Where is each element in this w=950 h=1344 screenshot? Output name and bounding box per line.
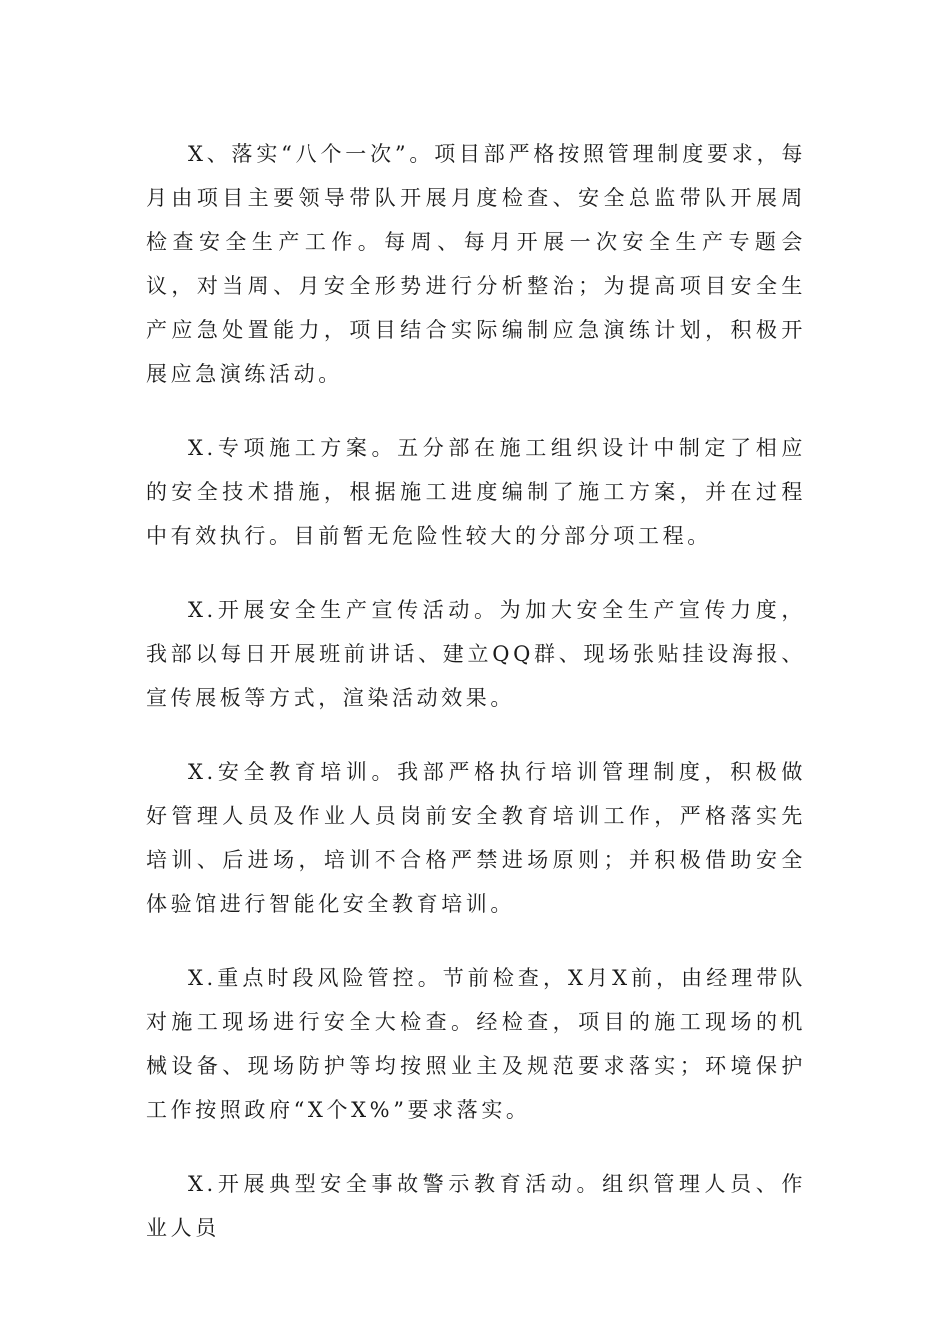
paragraph-risk-control: X.重点时段风险管控。节前检查，X月X前，由经理带队对施工现场进行安全大检查。经检查，项目的施工现场的机械设备、现场防护等均按照业主及规范要求落实；环境保护工作按照政府“X个X%”要求落实。 [146,966,806,1122]
paragraph-safety-publicity: X.开展安全生产宣传活动。为加大安全生产宣传力度，我部以每日开展班前讲话、建立QQ群、现场张贴挂设海报、宣传展板等方式，渲染活动效果。 [146,598,806,710]
paragraph-accident-warning: X.开展典型安全事故警示教育活动。组织管理人员、作业人员 [146,1172,806,1240]
document-body [146,132,806,1280]
paragraph-safety-training: X.安全教育培训。我部严格执行培训管理制度，积极做好管理人员及作业人员岗前安全教育培训工作，严格落实先培训、后进场，培训不合格严禁进场原则；并积极借助安全体验馆进行智能化安全教育培训。 [146,760,806,916]
paragraph-special-construction-plan: X.专项施工方案。五分部在施工组织设计中制定了相应的安全技术措施，根据施工进度编制了施工方案，并在过程中有效执行。目前暂无危险性较大的分部分项工程。 [146,436,806,548]
paragraph-eight-onces: X、落实“八个一次”。项目部严格按照管理制度要求，每月由项目主要领导带队开展月度检查、安全总监带队开展周检查安全生产工作。每周、每月开展一次安全生产专题会议，对当周、月安全形势进行分析整治；为提高项目安全生产应急处置能力，项目结合实际编制应急演练计划，积极开展应急演练活动。 [146,142,806,386]
